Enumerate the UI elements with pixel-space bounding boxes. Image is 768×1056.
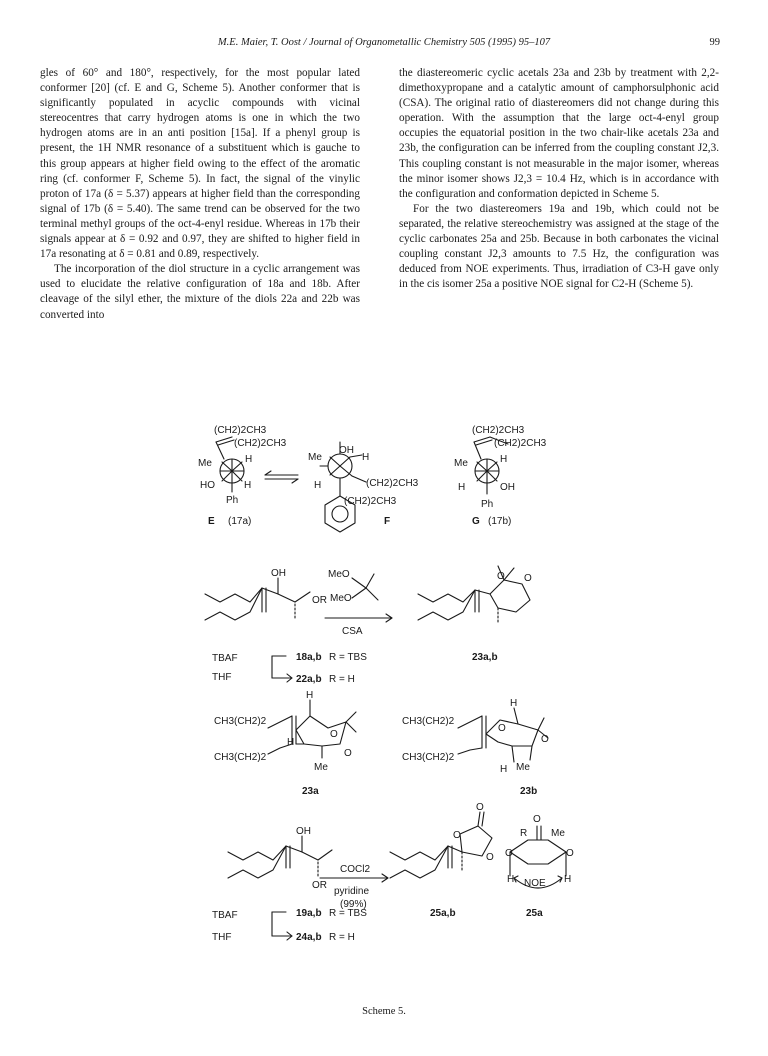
equilibrium-arrow bbox=[265, 471, 298, 483]
noe-h-left: H bbox=[507, 874, 515, 885]
cmpd-24ab-label: 24a,b bbox=[296, 932, 322, 943]
diol19-or-label: OR bbox=[312, 880, 327, 891]
carbonate-o-right: O bbox=[486, 852, 494, 863]
e-letter: E bbox=[208, 516, 215, 527]
e-h-upper: H bbox=[245, 454, 253, 465]
g-propyl-second: (CH2)2CH3 bbox=[494, 438, 547, 449]
right-paragraph-2: For the two diastereomers 19a and 19b, which could not be separated, the relative stereochemistry was assigned at the stage of the cyclic carbonates 25a and 25b. Because in both carbonates the vicinal coupling constant J2,3 amounts to 7.5 Hz, the configuration was deduced from NOE experiments. Thus, irradiation of C3-H gave only in the cis isomer 25a a positive NOE signal for C2-H (Scheme 5). bbox=[399, 202, 719, 291]
thf-label-1: THF bbox=[212, 672, 232, 683]
chair-b-me-label: Me bbox=[516, 762, 530, 773]
carbonate-25ab-label: 25a,b bbox=[430, 908, 456, 919]
cmpd-22ab-label: 22a,b bbox=[296, 674, 322, 685]
cmpd-18ab-label: 18a,b bbox=[296, 652, 322, 663]
tbaf-bracket-carbonate bbox=[272, 912, 292, 940]
chair-23b-structure bbox=[458, 708, 548, 762]
chair-b-chain-bottom: CH3(CH2)2 bbox=[402, 752, 455, 763]
noe-h-right: H bbox=[564, 874, 572, 885]
f-letter: F bbox=[384, 516, 391, 527]
r-h-label-2: R = H bbox=[329, 932, 355, 943]
g-me-label: Me bbox=[454, 458, 468, 469]
g-compound-label: (17b) bbox=[488, 516, 512, 527]
tbaf-bracket-acetal bbox=[272, 656, 292, 682]
e-propyl-top: (CH2)2CH3 bbox=[214, 425, 267, 436]
diol18-or-label: OR bbox=[312, 595, 327, 606]
g-letter: G bbox=[472, 516, 480, 527]
chair-a-me-label: Me bbox=[314, 762, 328, 773]
reagent-meo-top: MeO bbox=[328, 569, 350, 580]
noe-o-left: O bbox=[505, 848, 513, 859]
chair-a-o-lower: O bbox=[344, 748, 352, 759]
f-oh-label: OH bbox=[339, 445, 354, 456]
e-me-label: Me bbox=[198, 458, 212, 469]
f-h-upper: H bbox=[362, 452, 370, 463]
chair-a-chain-bottom: CH3(CH2)2 bbox=[214, 752, 267, 763]
g-oh-label: OH bbox=[500, 482, 515, 493]
scheme-caption: Scheme 5. bbox=[362, 1006, 406, 1017]
e-ho-label: HO bbox=[200, 480, 215, 491]
diol-19-24-structure bbox=[228, 836, 332, 878]
diol-18-22-structure bbox=[205, 578, 310, 620]
tbaf-label-1: TBAF bbox=[212, 653, 238, 664]
carbonate-o-left: O bbox=[453, 830, 461, 841]
r-h-label-1: R = H bbox=[329, 674, 355, 685]
acetal-o-right: O bbox=[524, 573, 532, 584]
f-me-label: Me bbox=[308, 452, 322, 463]
g-propyl-top: (CH2)2CH3 bbox=[472, 425, 525, 436]
noe-o-carbonyl: O bbox=[533, 814, 541, 825]
chair-23a-label: 23a bbox=[302, 786, 319, 797]
dimethoxypropane-reagent bbox=[352, 574, 378, 600]
noe-label: NOE bbox=[524, 878, 546, 889]
chair-23a-structure bbox=[268, 700, 356, 758]
diol19-oh-label: OH bbox=[296, 826, 311, 837]
r-tbs-label-1: R = TBS bbox=[329, 652, 367, 663]
carbonate-yield: (99%) bbox=[340, 899, 367, 910]
chair-b-chain-top: CH3(CH2)2 bbox=[402, 716, 455, 727]
chair-a-o-upper: O bbox=[330, 729, 338, 740]
phosgene-reagent: COCl2 bbox=[340, 864, 371, 875]
f-propyl-right: (CH2)2CH3 bbox=[366, 478, 419, 489]
csa-catalyst-label: CSA bbox=[342, 626, 363, 637]
g-ph-label: Ph bbox=[481, 499, 494, 510]
chair-a-chain-top: CH3(CH2)2 bbox=[214, 716, 267, 727]
diol18-oh-label: OH bbox=[271, 568, 286, 579]
noe-o-right: O bbox=[566, 848, 574, 859]
right-paragraph-1: the diastereomeric cyclic acetals 23a and 23b by treatment with 2,2-dimethoxypropane and a catalytic amount of camphorsulphonic acid (CSA). The original ratio of diastereomers did not change during this operation. With the assumption that the large oct-4-enyl group occupies the equatorial position in the two chair-like acetals 23a and 23b, the configuration can be inferred from the coupling constant J2,3. This coupling constant is not measurable in the major isomer, whereas the minor isomer shows J2,3 = 10.4 Hz, which is in accordance with the configuration and conformation depicted in Scheme 5. bbox=[399, 67, 719, 200]
f-h-left: H bbox=[314, 480, 322, 491]
e-h-lower: H bbox=[244, 480, 252, 491]
left-paragraph-1: gles of 60° and 180°, respectively, for the most popular lated conformer [20] (cf. E and G, Scheme 5). Another conformer that is significantly populated in acyclic compounds with vicinal stereocentres that carry hydrogen atoms is one in which the two hydrogen atoms are in an anti position [15a]. If a phenyl group is present, the 1H NMR resonance of a substituent which is gauche to this group appears at higher field owing to the effect of the aromatic ring (cf. conformer F, Scheme 5). In fact, the signal of the vinylic proton of 17a (δ = 5.37) appears at higher field than the corresponding signal of 17b (δ = 5.40). The same trend can be observed for the two terminal methyl groups of the oct-4-enyl residue. Whereas in 17b their signals appear at δ = 0.92 and 0.97, they are shifted to higher field in 17a resonating at δ = 0.81 and 0.89, respectively. bbox=[40, 67, 360, 261]
chair-a-h-mid: H bbox=[287, 737, 295, 748]
acetal-23ab-label: 23a,b bbox=[472, 652, 498, 663]
carbonate-25a-label: 25a bbox=[526, 908, 543, 919]
left-paragraph-2: The incorporation of the diol structure in a cyclic arrangement was used to elucidate the relative configuration of 18a and 18b. After cleavage of the silyl ether, the mixture of the diols 22a and 22b was converted into bbox=[40, 263, 360, 321]
acetal-o-left: O bbox=[497, 571, 505, 582]
acetal-23ab-structure bbox=[418, 566, 530, 622]
f-propyl-lower: (CH2)2CH3 bbox=[344, 496, 397, 507]
running-title: M.E. Maier, T. Oost / Journal of Organometallic Chemistry 505 (1995) 95–107 bbox=[217, 37, 551, 48]
reagent-meo-bottom: MeO bbox=[330, 593, 352, 604]
cmpd-19ab-label: 19a,b bbox=[296, 908, 322, 919]
carbonate-o-carbonyl: O bbox=[476, 802, 484, 813]
g-h-upper: H bbox=[500, 454, 508, 465]
chair-23b-label: 23b bbox=[520, 786, 538, 797]
e-propyl-second: (CH2)2CH3 bbox=[234, 438, 287, 449]
noe-me-label: Me bbox=[551, 828, 565, 839]
chair-b-h-bottom: H bbox=[500, 764, 508, 775]
page-number: 99 bbox=[709, 37, 720, 48]
tbaf-label-2: TBAF bbox=[212, 910, 238, 921]
chair-b-o-right: O bbox=[541, 734, 549, 745]
chair-b-o-left: O bbox=[498, 723, 506, 734]
g-h-left: H bbox=[458, 482, 466, 493]
thf-label-2: THF bbox=[212, 932, 232, 943]
chair-b-h-top: H bbox=[510, 698, 518, 709]
carbonate-25ab-structure bbox=[390, 812, 492, 878]
chair-a-h-top: H bbox=[306, 690, 314, 701]
pyridine-base: pyridine bbox=[334, 886, 370, 897]
e-compound-label: (17a) bbox=[228, 516, 252, 527]
e-ph-label: Ph bbox=[226, 495, 239, 506]
noe-r-label: R bbox=[520, 828, 528, 839]
r-tbs-label-2: R = TBS bbox=[329, 908, 367, 919]
